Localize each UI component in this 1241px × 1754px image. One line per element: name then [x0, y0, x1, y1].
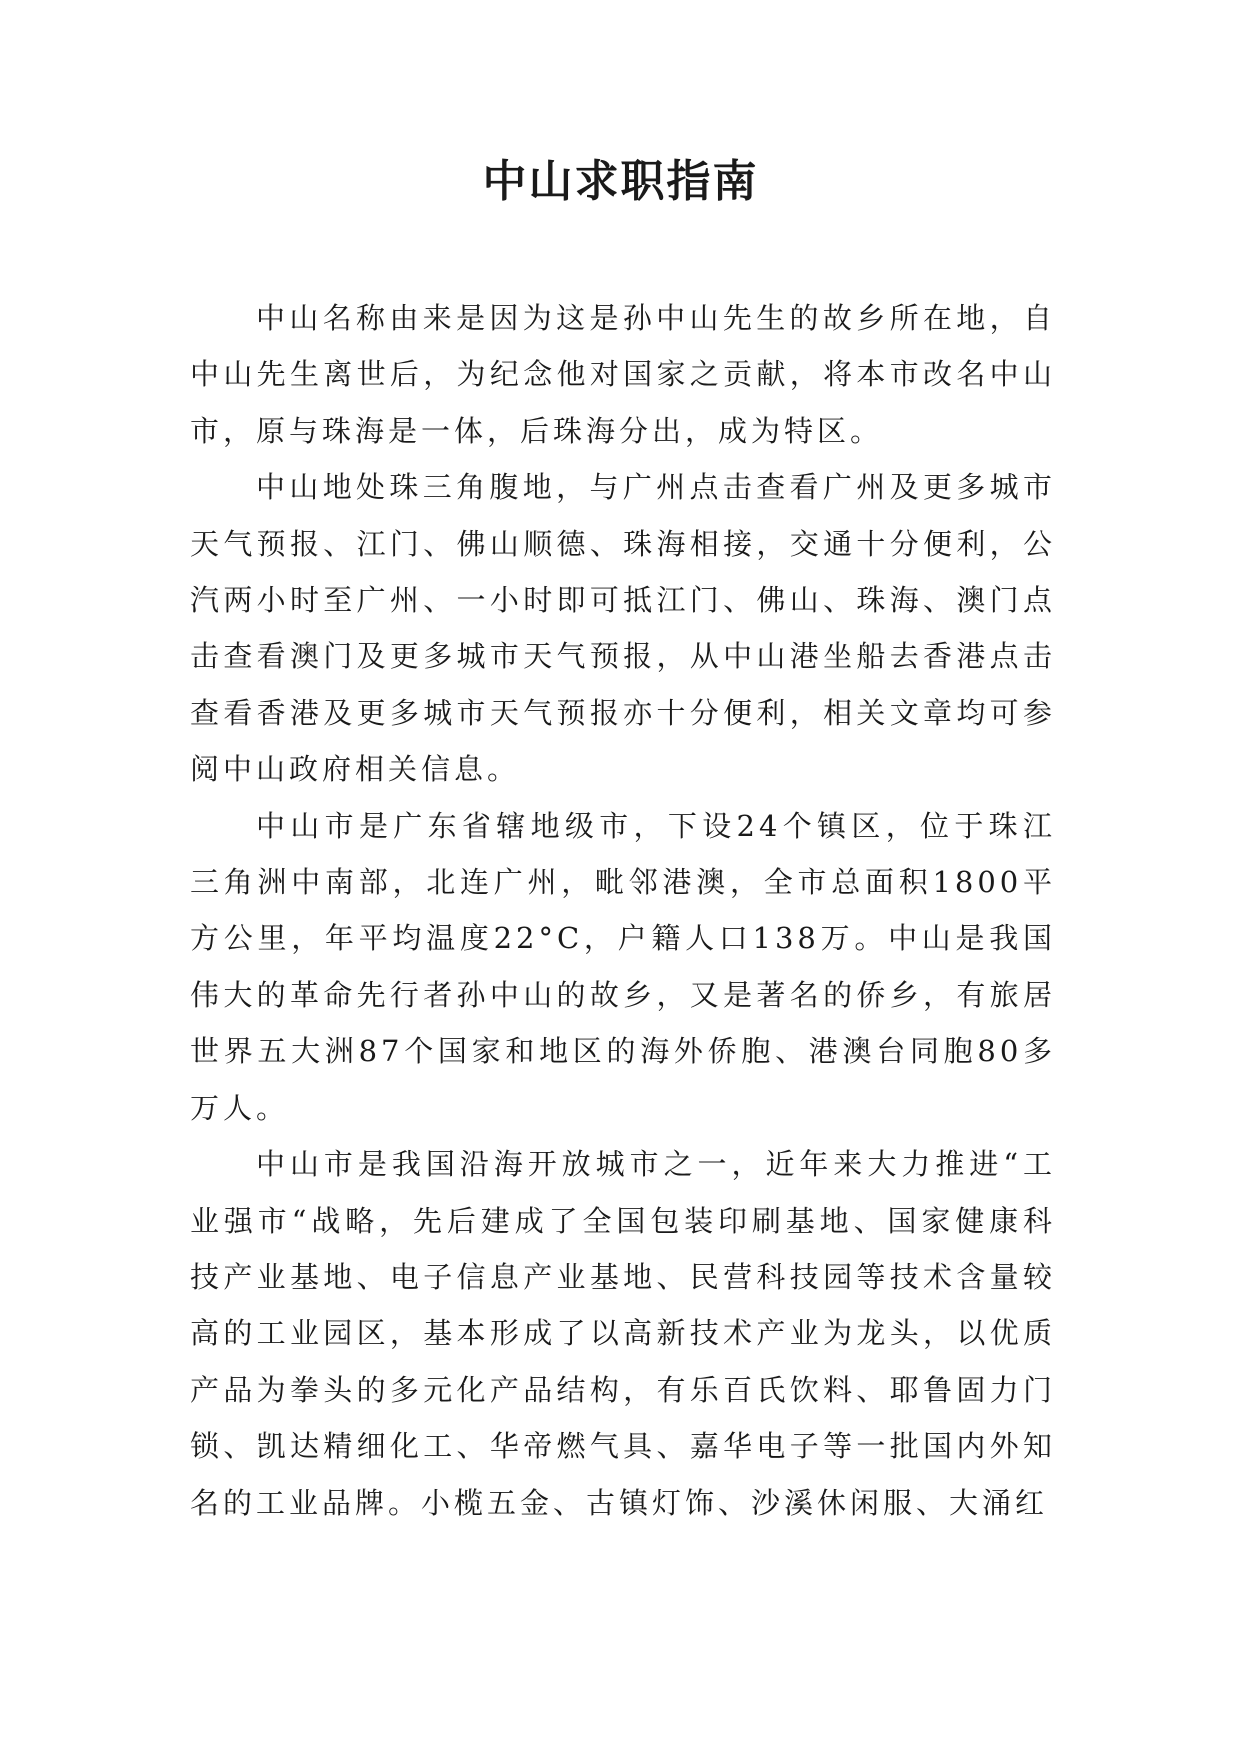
document-body — [190, 290, 1056, 1531]
document-title: 中山求职指南 — [482, 156, 759, 207]
paragraph-location-transport: 中山地处珠三角腹地，与广州点击查看广州及更多城市天气预报、江门、佛山顺德、珠海相接，交通十分便利，公汽两小时至广州、一小时即可抵江门、佛山、珠海、澳门点击查看澳门及更多城市天气预报，从中山港坐船去香港点击查看香港及更多城市天气预报亦十分便利，相关文章均可参阅中山政府相关信息。 — [190, 470, 1056, 787]
paragraph-industry: 中山市是我国沿海开放城市之一，近年来大力推进“工业强市“战略，先后建成了全国包装印刷基地、国家健康科技产业基地、电子信息产业基地、民营科技园等技术含量较高的工业园区，基本形成了以高新技术产业为龙头，以优质产品为拳头的多元化产品结构，有乐百氏饮料、耶鲁固力门锁、凯达精细化工、华帝燃气具、嘉华电子等一批国内外知名的工业品牌。小榄五金、古镇灯饰、沙溪休闲服、大涌红 — [190, 1147, 1056, 1520]
paragraph-city-overview: 中山市是广东省辖地级市，下设24个镇区，位于珠江三角洲中南部，北连广州，毗邻港澳，全市总面积1800平方公里，年平均温度22°C，户籍人口138万。中山是我国伟大的革命先行者孙中山的故乡，又是著名的侨乡，有旅居世界五大洲87个国家和地区的海外侨胞、港澳台同胞80多万人。 — [190, 808, 1056, 1125]
paragraph-origin-of-name: 中山名称由来是因为这是孙中山先生的故乡所在地，自中山先生离世后，为纪念他对国家之贡献，将本市改名中山市，原与珠海是一体，后珠海分出，成为特区。 — [190, 301, 1056, 448]
